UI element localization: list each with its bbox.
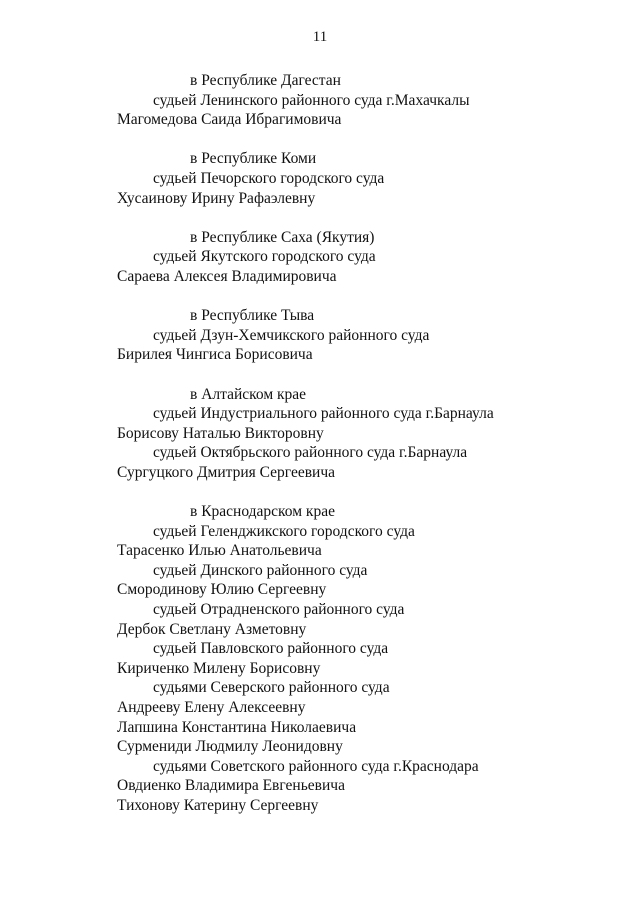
court-position: судьей Ленинского районного суда г.Махачкалы	[153, 91, 470, 109]
court-position: судьей Геленджикского городского суда	[153, 522, 415, 540]
region-heading: в Республике Дагестан	[190, 72, 341, 89]
region-section	[117, 149, 627, 208]
judge-name: Дербок Светлану Азметовну	[117, 620, 307, 638]
region-section	[117, 502, 627, 816]
region-section	[117, 228, 627, 287]
judge-name: Бирилея Чингиса Борисовича	[117, 346, 313, 364]
judge-name: Кириченко Милену Борисовну	[117, 659, 321, 677]
court-position: судьей Якутского городского суда	[153, 248, 376, 266]
section-spacer	[117, 208, 627, 228]
court-position: судьей Отрадненского районного суда	[153, 601, 405, 619]
court-position: судьей Динского районного суда	[153, 561, 368, 579]
judge-name: Лапшина Константина Николаевича	[117, 718, 357, 736]
judge-name: Сурмениди Людмилу Леонидовну	[117, 738, 343, 756]
section-spacer	[117, 130, 627, 150]
region-section	[117, 71, 627, 130]
judge-name: Андрееву Елену Алексеевну	[117, 699, 306, 716]
region-heading: в Республике Саха (Якутия)	[190, 228, 375, 246]
judge-name: Смородинову Юлию Сергеевну	[117, 581, 327, 599]
court-position: судьей Дзун-Хемчикского районного суда	[153, 326, 430, 344]
court-position: судьями Советского районного суда г.Краснодара	[153, 757, 479, 775]
region-heading: в Алтайском крае	[190, 385, 307, 403]
judge-name: Борисову Наталью Викторовну	[117, 424, 324, 442]
court-position: судьей Павловского районного суда	[153, 640, 389, 658]
section-spacer	[117, 287, 627, 307]
region-heading: в Республике Тыва	[190, 307, 315, 325]
section-spacer	[117, 482, 627, 502]
court-position: судьями Северского районного суда	[153, 679, 390, 697]
judge-name: Тарасенко Илью Анатольевича	[117, 542, 322, 560]
court-position: судьей Индустриального районного суда г.Барнаула	[153, 405, 494, 423]
judge-name: Овдиенко Владимира Евгеньевича	[117, 777, 345, 795]
judge-name: Магомедова Саида Ибрагимовича	[117, 111, 342, 129]
section-spacer	[117, 365, 627, 385]
region-heading: в Краснодарском крае	[190, 503, 335, 521]
page-number: 11	[312, 29, 328, 45]
region-section	[117, 306, 627, 365]
court-position: судьей Печорского городского суда	[153, 169, 385, 187]
judge-name: Сараева Алексея Владимировича	[117, 267, 337, 285]
judge-name: Тихонову Катерину Сергеевну	[117, 796, 319, 814]
region-section	[117, 385, 627, 483]
judge-name: Сургуцкого Дмитрия Сергеевича	[117, 463, 335, 481]
region-heading: в Республике Коми	[190, 150, 317, 168]
judge-name: Хусаинову Ирину Рафаэлевну	[117, 189, 316, 207]
appointments-list	[117, 71, 627, 816]
court-position: судьей Октябрьского районного суда г.Барнаула	[153, 444, 468, 462]
